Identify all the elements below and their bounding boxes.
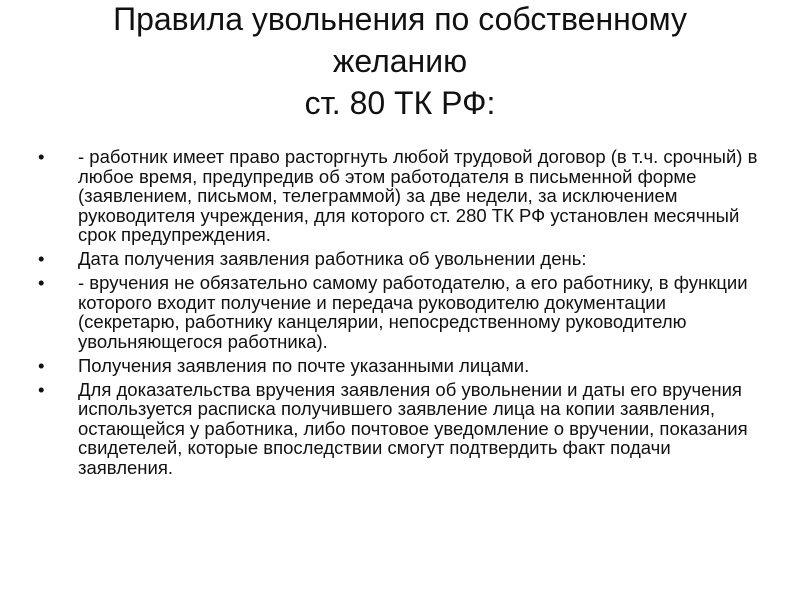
bullet-text: Дата получения заявления работника об увольнении день: xyxy=(78,248,587,269)
bullet-item xyxy=(38,147,768,245)
bullet-list xyxy=(38,147,768,482)
bullet-icon: • xyxy=(38,378,45,400)
slide-title xyxy=(0,0,800,124)
bullet-icon: • xyxy=(38,248,45,269)
bullet-item xyxy=(38,273,768,351)
bullet-icon: • xyxy=(38,146,45,167)
bullet-icon: • xyxy=(38,272,45,293)
bullet-text: - работник имеет право расторгнуть любой трудовой договор (в т.ч. срочный) в любое время, предупредив об этом работодателя в письменной форме (заявлением, письмом, телеграммой) за две недели, за исключением руководителя учреждения, для которого ст. 280 ТК РФ установлен месячный срок предупреждения. xyxy=(78,146,758,245)
bullet-text: - вручения не обязательно самому работодателю, а его работнику, в функции которого входит получение и передача руководителю документации (секретарю, работнику канцелярии, непосредственному руководителю увольняющегося работника). xyxy=(78,272,748,352)
title-line-3: ст. 80 ТК РФ: xyxy=(304,85,496,121)
bullet-item xyxy=(38,249,768,269)
title-line-1: Правила увольнения по собственному xyxy=(113,1,687,37)
bullet-icon: • xyxy=(38,354,45,376)
bullet-item xyxy=(38,356,768,376)
bullet-item xyxy=(38,380,768,478)
bullet-text: Для доказательства вручения заявления об увольнении и даты его вручения используется расписка получившего заявление лица на копии заявления, остающейся у работника, либо почтовое уведомление о вручении, показания свидетелей, которые впоследствии смогут подтвердить факт подачи заявления. xyxy=(78,378,748,478)
title-line-2: желанию xyxy=(332,43,468,79)
bullet-text: Получения заявления по почте указанными лицами. xyxy=(78,354,530,376)
